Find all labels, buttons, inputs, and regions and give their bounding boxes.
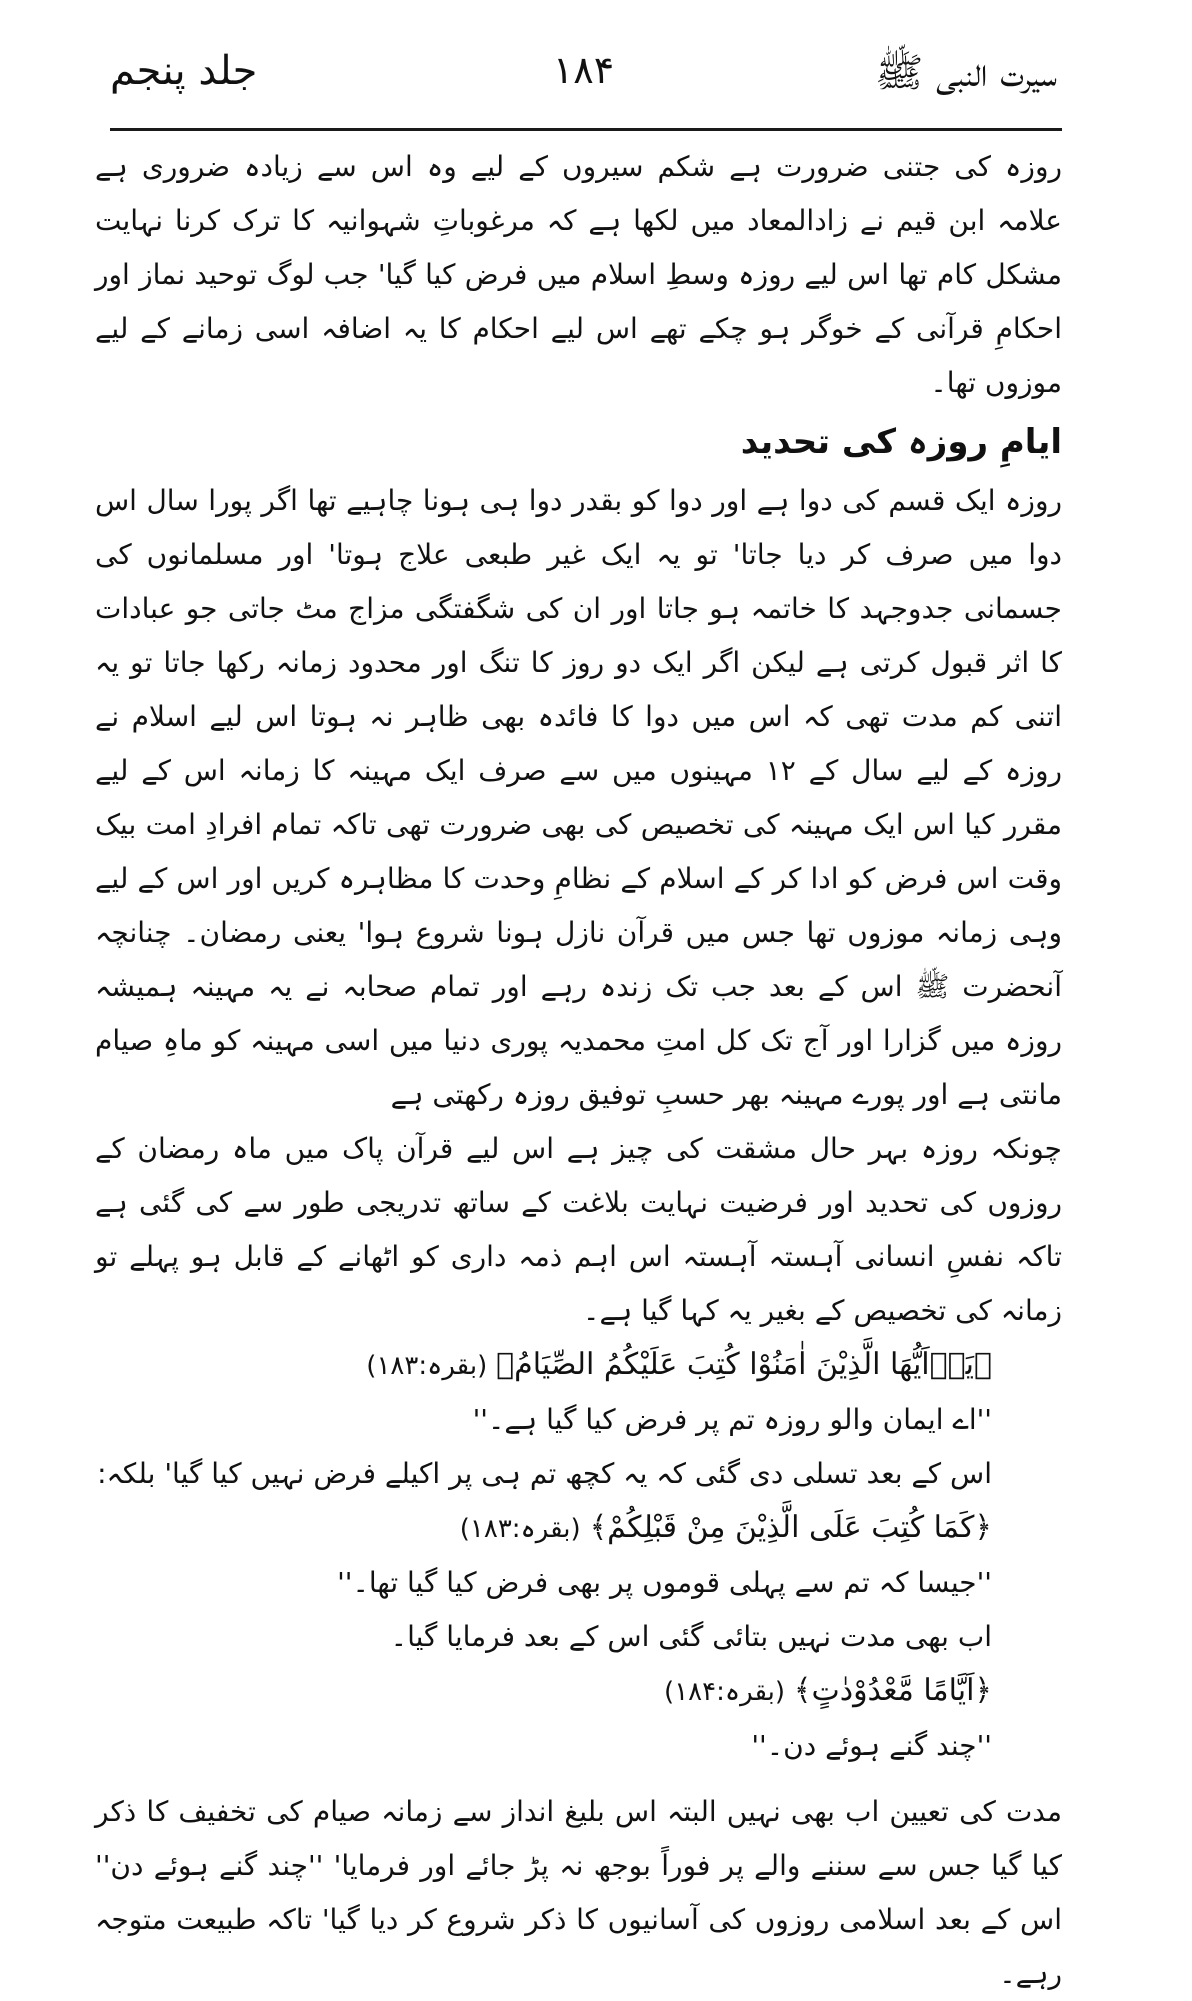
translation-1: ''اے ایمان والو روزہ تم پر فرض کیا گیا ہے۔'' <box>472 1403 992 1436</box>
commentary-2: اب بھی مدت نہیں بتائی گئی اس کے بعد فرمایا گیا۔ <box>390 1620 992 1653</box>
translation-3: ''چند گنے ہوئے دن۔'' <box>751 1729 992 1762</box>
page-body <box>95 140 1062 2001</box>
paragraph-conclusion: مدت کی تعیین اب بھی نہیں البتہ اس بلیغ انداز سے زمانہ صیام کی تخفیف کا ذکر کیا گیا جس سے سننے والے پر فوراً بوجھ نہ پڑ جائے اور فرمایا' ''چند گنے ہوئے دن'' اس کے بعد اسلامی روزوں کی آسانیوں کا ذکر شروع کر دیا گیا' تاکہ طبیعت متوجہ رہے۔ <box>95 1795 1062 1990</box>
paragraph-gradual: چونکہ روزہ بہر حال مشقت کی چیز ہے اس لیے قرآن پاک میں ماہ رمضان کے روزوں کی تحدید اور فرضیت نہایت بلاغت کے ساتھ تدریجی طور سے کی گئی ہے تاکہ نفسِ انسانی آہستہ آہستہ اس اہم ذمہ داری کو اٹھانے کے قابل ہو پہلے تو زمانہ کی تخصیص کے بغیر یہ کہا گیا ہے۔ <box>95 1132 1062 1327</box>
paragraph-intro: روزہ کی جتنی ضرورت ہے شکم سیروں کے لیے وہ اس سے زیادہ ضروری ہے علامہ ابن قیم نے زادالمعاد میں لکھا ہے کہ مرغوباتِ شہوانیہ کا ترک کرنا نہایت مشکل کام تھا اس لیے روزہ وسطِ اسلام میں فرض کیا گیا' جب لوگ توحید نماز اور احکامِ قرآنی کے خوگر ہو چکے تھے اس لیے احکام کا یہ اضافہ اسی زمانے کے لیے موزوں تھا۔ <box>95 150 1062 399</box>
ayah-ref-3: (بقرہ:۱۸۴) <box>664 1677 785 1707</box>
ayah-text-3: ﴿اَيَّامًا مَّعْدُوْدٰتٍ﴾ <box>793 1673 992 1708</box>
commentary-1: اس کے بعد تسلی دی گئی کہ یہ کچھ تم ہی پر اکیلے فرض نہیں کیا گیا' بلکہ: <box>97 1457 992 1490</box>
volume-label: جلد پنجم <box>110 48 258 94</box>
ayah-text-2: ﴿كَمَا كُتِبَ عَلَى الَّذِيْنَ مِنْ قَبْلِكُمْ﴾ <box>589 1510 992 1545</box>
section-heading: ایامِ روزہ کی تحدید <box>740 422 1062 462</box>
ayah-text-1: ﴿يَاۤاَيُّهَا الَّذِيْنَ اٰمَنُوْا كُتِبَ عَلَيْكُمُ الصِّيَامُ﴾ <box>496 1347 992 1382</box>
paragraph-main: روزہ ایک قسم کی دوا ہے اور دوا کو بقدر دوا ہی ہونا چاہیے تھا اگر پورا سال اس دوا میں صرف کر دیا جاتا' تو یہ ایک غیر طبعی علاج ہوتا' اور مسلمانوں کی جسمانی جدوجہد کا خاتمہ ہو جاتا اور ان کی شگفتگی مزاج مٹ جاتی جو عبادات کا اثر قبول کرتی ہے لیکن اگر ایک دو روز کا تنگ اور محدود زمانہ رکھا جاتا تو یہ اتنی کم مدت تھی کہ اس میں دوا کا فائدہ بھی ظاہر نہ ہوتا اس لیے اسلام نے روزہ کے لیے سال کے ۱۲ مہینوں میں سے صرف ایک مہینہ کا زمانہ اس کے لیے مقرر کیا اس ایک مہینہ کی تخصیص کی بھی ضرورت تھی تاکہ تمام افرادِ امت بیک وقت اس فرض کو ادا کر کے اسلام کے نظامِ وحدت کا مظاہرہ کریں اور اس کے لیے وہی زمانہ موزوں تھا جس میں قرآن نازل ہونا شروع ہوا' یعنی رمضان۔ چنانچہ آنحضرت ﷺ اس کے بعد جب تک زندہ رہے اور تمام صحابہ نے یہ مہینہ ہمیشہ روزہ میں گزارا اور آج تک کل امتِ محمدیہ پوری دنیا میں اسی مہینہ کو ماہِ صیام مانتی ہے اور پورے مہینہ بھر حسبِ توفیق روزہ رکھتی ہے <box>95 484 1062 1111</box>
quran-quote-1 <box>95 1338 1062 1393</box>
ayah-ref-1: (بقرہ:۱۸۳) <box>366 1351 488 1381</box>
page-header <box>110 40 1057 120</box>
book-title: سیرت النبی ﷺ <box>874 50 1057 96</box>
translation-2: ''جیسا کہ تم سے پہلی قوموں پر بھی فرض کیا گیا تھا۔'' <box>337 1566 992 1599</box>
ayah-ref-2: (بقرہ:۱۸۳) <box>459 1514 581 1544</box>
header-rule <box>110 128 1062 131</box>
quran-quote-3 <box>95 1664 1062 1719</box>
quran-quote-2 <box>95 1501 1062 1556</box>
page-number: ۱۸۴ <box>552 48 615 92</box>
